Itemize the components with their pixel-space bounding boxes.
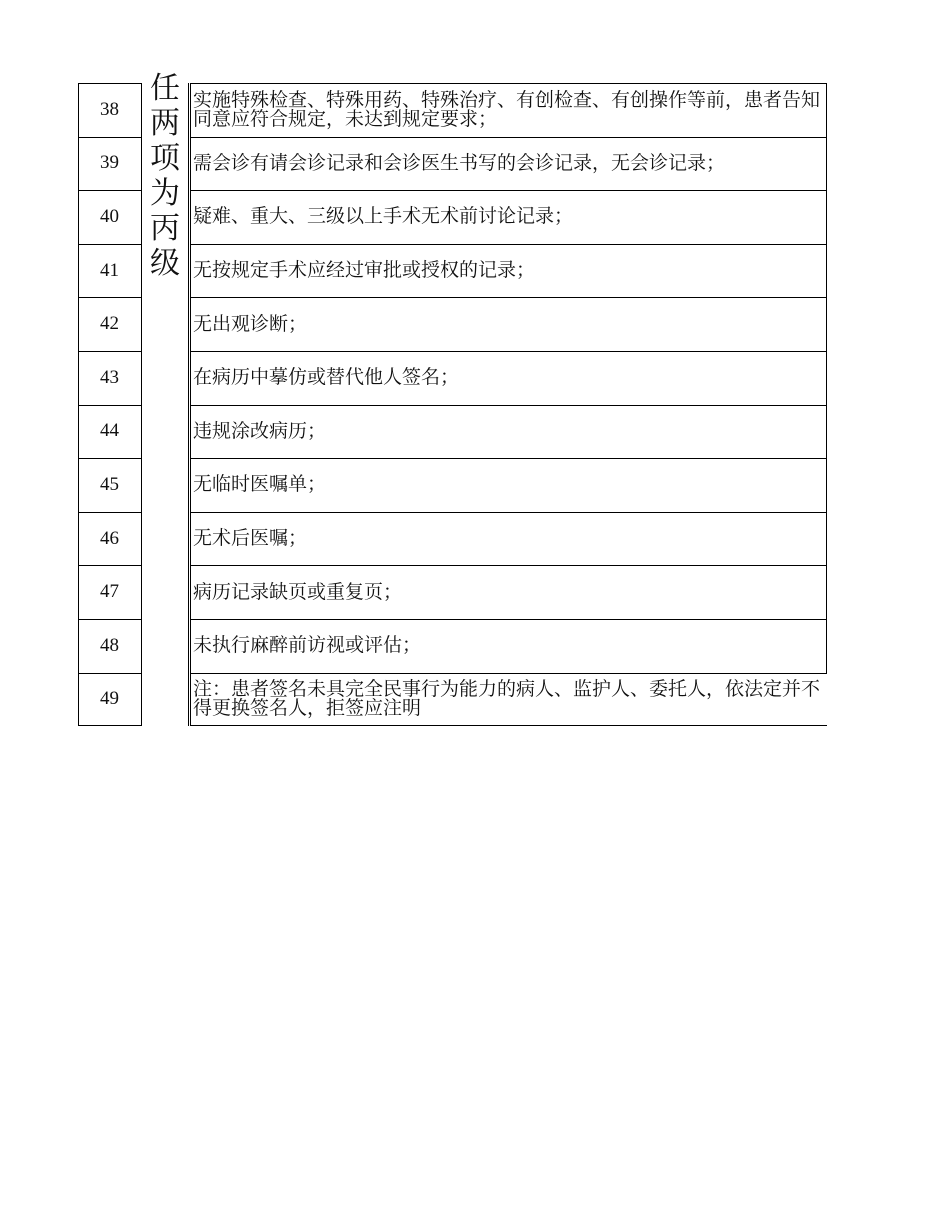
row-text-content: 未执行麻醉前访视或评估； [193, 634, 422, 657]
table-right-border [826, 83, 827, 673]
row-text-content: 无临时医嘱单； [193, 473, 327, 496]
row-text-content: 疑难、重大、三级以上手术无术前讨论记录； [193, 205, 574, 228]
row-border-text-col [190, 725, 827, 726]
row-border-text-col [190, 512, 827, 513]
row-border-text-col [190, 244, 827, 245]
row-text [191, 83, 827, 137]
row-text [191, 297, 827, 351]
row-border-number-col [78, 190, 142, 191]
row-border-text-col [190, 565, 827, 566]
row-number: 44 [100, 420, 119, 442]
level-label: 任两项为丙级 [150, 71, 180, 281]
row-text [191, 673, 827, 727]
row-text [191, 137, 827, 191]
row-border-text-col [190, 137, 827, 138]
row-number: 38 [100, 98, 119, 120]
row-text-content: 无按规定手术应经过审批或授权的记录； [193, 259, 536, 282]
row-number: 40 [100, 205, 119, 227]
row-number: 46 [100, 527, 119, 549]
row-text [191, 244, 827, 298]
row-border-text-col [190, 83, 827, 84]
row-text-content: 注：患者签名未具完全民事行为能力的病人、监护人、委托人，依法定并不得更换签名人，拒签应注明 [193, 678, 821, 720]
row-text [191, 351, 827, 405]
row-number: 43 [100, 366, 119, 388]
row-border-number-col [78, 351, 142, 352]
row-border-number-col [78, 725, 142, 726]
row-number: 48 [100, 634, 119, 656]
row-border-text-col [190, 673, 827, 674]
row-border-number-col [78, 673, 142, 674]
row-border-number-col [78, 565, 142, 566]
row-number: 42 [100, 313, 119, 335]
row-border-text-col [190, 190, 827, 191]
row-number: 41 [100, 259, 119, 281]
row-border-number-col [78, 512, 142, 513]
row-border-text-col [190, 458, 827, 459]
row-border-number-col [78, 297, 142, 298]
row-text-content: 无术后医嘱； [193, 527, 308, 550]
row-text-content: 病历记录缺页或重复页； [193, 580, 403, 603]
row-border-number-col [78, 405, 142, 406]
row-text-content: 无出观诊断； [193, 312, 308, 335]
row-border-text-col [190, 405, 827, 406]
row-text [191, 565, 827, 619]
row-text [191, 458, 827, 512]
row-border-text-col [190, 297, 827, 298]
level-column [142, 71, 188, 281]
row-border-number-col [78, 83, 142, 84]
row-text-content: 在病历中摹仿或替代他人签名； [193, 366, 460, 389]
row-text-content: 实施特殊检查、特殊用药、特殊治疗、有创检查、有创操作等前，患者告知同意应符合规定，未达到规定要求； [193, 88, 821, 130]
level-column-divider [188, 83, 189, 726]
row-border-text-col [190, 619, 827, 620]
row-number: 39 [100, 152, 119, 174]
row-text [191, 512, 827, 566]
row-border-number-col [78, 137, 142, 138]
row-border-text-col [190, 351, 827, 352]
row-border-number-col [78, 244, 142, 245]
defect-table [78, 71, 827, 726]
row-border-number-col [78, 619, 142, 620]
row-text-content: 违规涂改病历； [193, 419, 327, 442]
row-text-content: 需会诊有请会诊记录和会诊医生书写的会诊记录，无会诊记录； [193, 151, 726, 174]
row-text [191, 190, 827, 244]
row-number: 45 [100, 473, 119, 495]
row-text [191, 619, 827, 673]
row-text [191, 405, 827, 459]
row-border-number-col [78, 458, 142, 459]
row-number: 49 [100, 688, 119, 710]
row-number: 47 [100, 581, 119, 603]
